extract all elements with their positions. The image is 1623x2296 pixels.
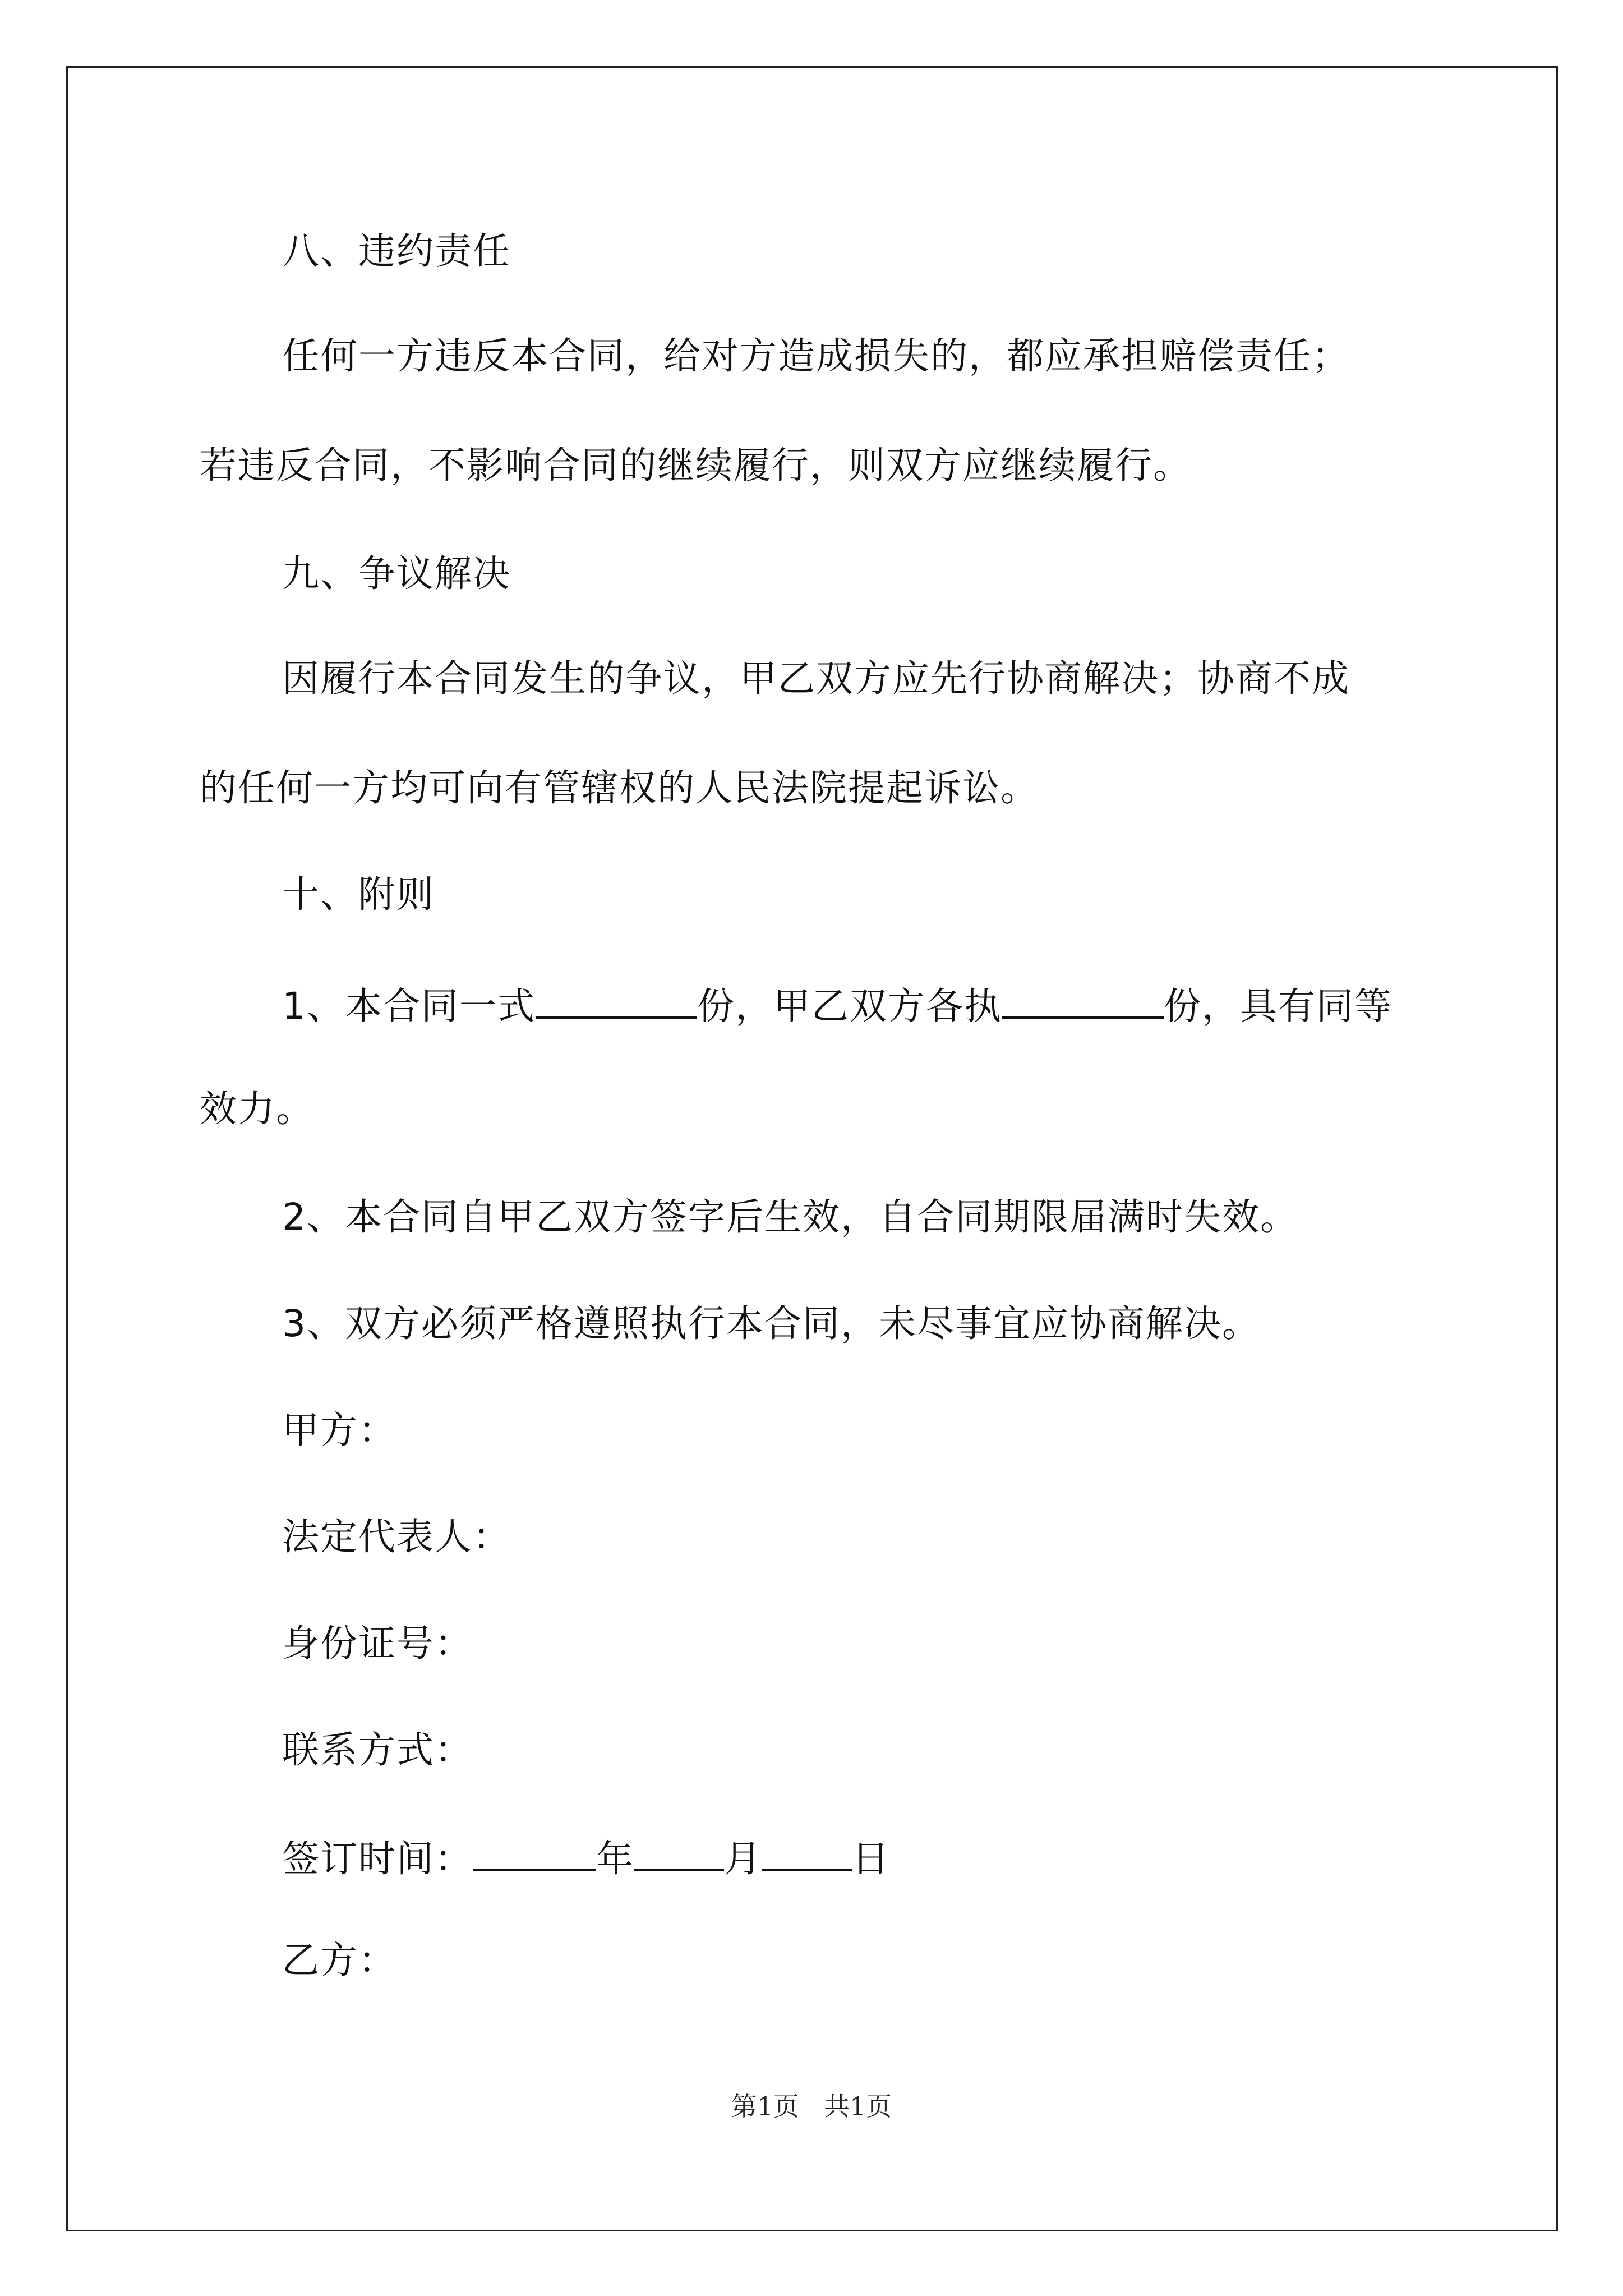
clause-1-part-c: 份，具有同等 xyxy=(1164,984,1393,1028)
year-label: 年 xyxy=(596,1837,634,1880)
id-number-label: 身份证号： xyxy=(282,1622,473,1665)
signing-time-line xyxy=(282,1834,890,1881)
month-blank xyxy=(634,1834,724,1871)
contact-label: 联系方式： xyxy=(282,1728,473,1772)
clause-2: 2、本合同自甲乙双方签字后生效，自合同期限届满时失效。 xyxy=(282,1195,1298,1239)
copies-each-blank xyxy=(1002,982,1164,1019)
section-9-paragraph-line-1: 因履行本合同发生的争议，甲乙双方应先行协商解决；协商不成 xyxy=(282,657,1350,700)
clause-1-line-1 xyxy=(282,982,1393,1029)
clause-1-line-2: 效力。 xyxy=(200,1087,314,1130)
page-number-total: 共1页 xyxy=(823,2091,892,2122)
section-8-paragraph-line-1: 任何一方违反本合同，给对方造成损失的，都应承担赔偿责任； xyxy=(282,334,1350,378)
section-8-heading: 八、违约责任 xyxy=(282,229,511,273)
party-b-label: 乙方： xyxy=(282,1939,396,1982)
year-blank xyxy=(473,1834,596,1871)
signing-time-label: 签订时间： xyxy=(282,1837,473,1880)
page-number-current: 第1页 xyxy=(731,2091,800,2122)
clause-1-part-b: 份，甲乙双方各执 xyxy=(697,984,1002,1028)
party-a-label: 甲方： xyxy=(282,1409,396,1452)
month-label: 月 xyxy=(724,1837,762,1880)
clause-3: 3、双方必须严格遵照执行本合同，未尽事宜应协商解决。 xyxy=(282,1302,1260,1345)
section-9-heading: 九、争议解决 xyxy=(282,552,511,595)
section-8-paragraph-line-2: 若违反合同，不影响合同的继续履行，则双方应继续履行。 xyxy=(200,444,1191,487)
day-label: 日 xyxy=(852,1837,890,1880)
day-blank xyxy=(762,1834,852,1871)
page-footer xyxy=(0,2090,1623,2123)
copies-total-blank xyxy=(536,982,697,1019)
clause-1-part-a: 1、本合同一式 xyxy=(282,984,536,1028)
section-9-paragraph-line-2: 的任何一方均可向有管辖权的人民法院提起诉讼。 xyxy=(200,766,1039,809)
section-10-heading: 十、附则 xyxy=(282,873,435,916)
legal-representative-label: 法定代表人： xyxy=(282,1515,511,1558)
page-border xyxy=(66,66,1558,2231)
